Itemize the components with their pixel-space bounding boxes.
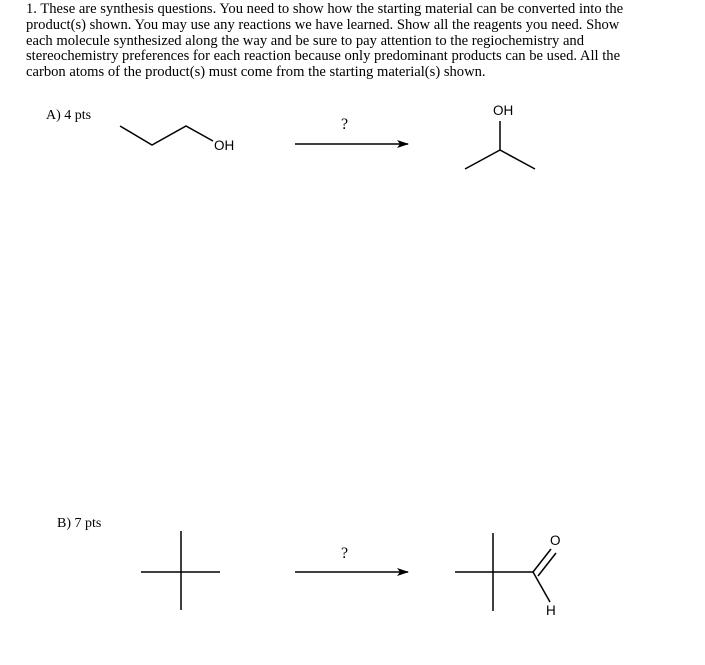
part-b-aldehyde-hydrogen-label: H [546, 603, 556, 618]
question-line: each molecule synthesized along the way and be sure to pay attention to the regiochemistry and [26, 32, 585, 49]
part-a-starting-material-skeleton [120, 126, 213, 145]
part-a-label: A) 4 pts [46, 108, 92, 123]
part-a-product-hydroxyl-label: OH [493, 103, 514, 118]
part-a-start-hydroxyl-label: OH [214, 138, 235, 153]
question-line: carbon atoms of the product(s) must come from the starting material(s) shown. [26, 64, 486, 81]
part-b-carbonyl-oxygen-label: O [550, 533, 561, 548]
question-line: product(s) shown. You may use any reactions we have learned. Show all the reagents you need. Show [26, 16, 620, 33]
part-b-product-skeleton [455, 533, 556, 611]
part-a-reagent-placeholder: ? [341, 116, 349, 133]
part-a-product-skeleton [465, 121, 535, 169]
part-b-starting-material-skeleton [141, 531, 220, 610]
question-line: stereochemistry preferences for each reaction because only predominant products can be used. All the [26, 48, 621, 65]
question-line: 1. These are synthesis questions. You need to show how the starting material can be converted into the [26, 1, 624, 17]
part-b-label: B) 7 pts [57, 516, 102, 531]
part-b-reagent-placeholder: ? [341, 545, 349, 562]
